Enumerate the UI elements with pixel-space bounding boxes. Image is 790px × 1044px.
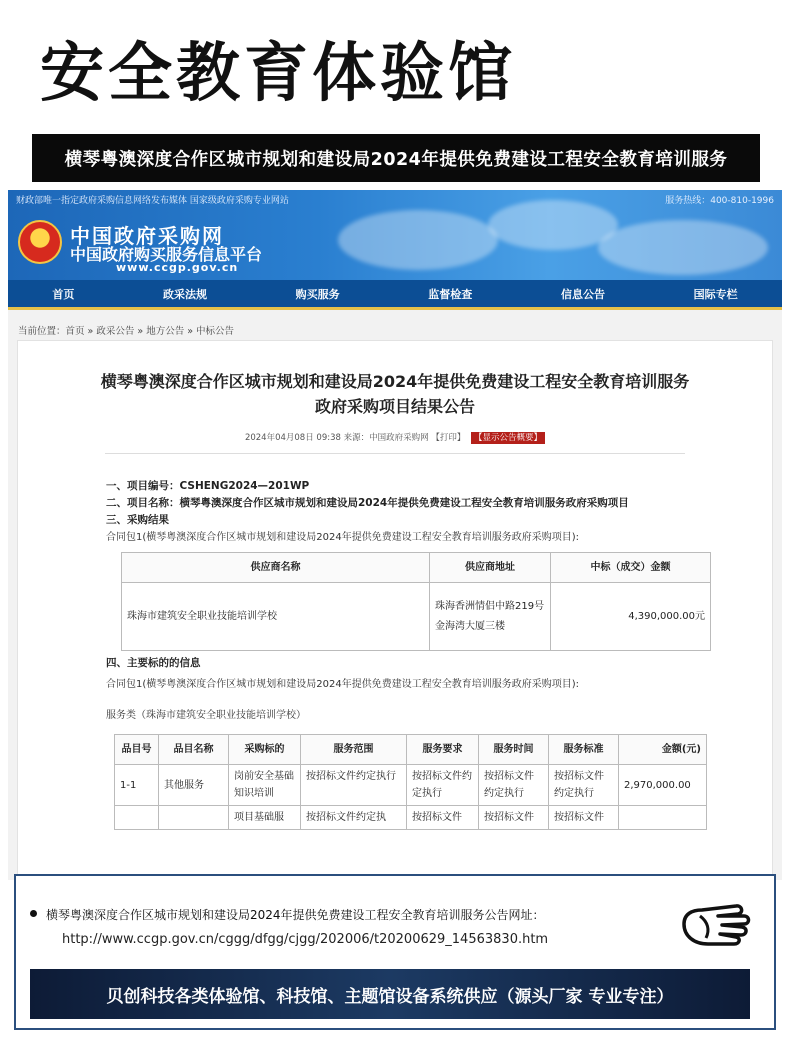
cell-requirement: 按招标文件 <box>407 806 479 830</box>
table-row <box>122 583 711 651</box>
announcement-article <box>17 340 773 880</box>
th-amount: 中标（成交）金额 <box>551 553 711 583</box>
th-supplier: 供应商名称 <box>122 553 430 583</box>
th-address: 供应商地址 <box>430 553 551 583</box>
meta-text: 2024年04月08日 09:38 来源：中国政府采购网 【打印】 <box>244 433 466 443</box>
cell-requirement: 按招标文件约定执行 <box>407 765 479 806</box>
site-header <box>8 190 782 280</box>
cell-target: 岗前安全基础知识培训 <box>229 765 301 806</box>
notice-box <box>14 874 776 1030</box>
cell-item-name: 其他服务 <box>159 765 229 806</box>
th-scope: 服务范围 <box>301 735 407 765</box>
nav-purchase-services[interactable]: 购买服务 <box>295 287 340 301</box>
th-time: 服务时间 <box>479 735 549 765</box>
show-summary-link[interactable]: 【显示公告概要】 <box>471 432 545 444</box>
cell-amount: 2,970,000.00 <box>619 765 707 806</box>
cell-item-no <box>115 806 159 830</box>
cell-address: 珠海香洲情侣中路219号金海湾大厦三楼 <box>430 583 551 651</box>
th-target: 采购标的 <box>229 735 301 765</box>
th-item-name: 品目名称 <box>159 735 229 765</box>
article-meta <box>18 431 772 443</box>
site-logo-sub: 中国政府购买服务信息平台 <box>70 245 263 264</box>
nav-announcements[interactable]: 信息公告 <box>560 287 605 301</box>
article-title-line1: 横琴粤澳深度合作区城市规划和建设局2024年提供免费建设工程安全教育培训服务 <box>100 372 690 391</box>
article-title <box>18 369 772 419</box>
nav-international[interactable]: 国际专栏 <box>693 287 738 301</box>
table-row <box>115 765 707 806</box>
th-standard: 服务标准 <box>549 735 619 765</box>
nav-supervision[interactable]: 监督检查 <box>428 287 473 301</box>
promo-banner: 贝创科技各类体验馆、科技馆、主题馆设备系统供应（源头厂家 专业专注） <box>30 969 750 1019</box>
project-number: 一、项目编号：CSHENG2024—201WP <box>106 480 310 492</box>
main-nav <box>8 280 782 310</box>
cell-standard: 按招标文件 <box>549 806 619 830</box>
procurement-result-heading: 三、采购结果 <box>106 514 169 526</box>
website-screenshot <box>8 190 782 880</box>
cell-scope: 按招标文件约定执行 <box>301 765 407 806</box>
th-requirement: 服务要求 <box>407 735 479 765</box>
contract-package-1: 合同包1(横琴粤澳深度合作区城市规划和建设局2024年提供免费建设工程安全教育培训服务政府采购项目): <box>106 532 579 543</box>
topline-text: 财政部唯一指定政府采购信息网络发布媒体 国家级政府采购专业网站 <box>16 196 289 206</box>
notice-url-link[interactable]: http://www.ccgp.gov.cn/cggg/dfgg/cjgg/202006/t20200629_14563830.htm <box>62 932 549 947</box>
national-emblem-icon <box>18 220 62 264</box>
cell-target: 项目基础服 <box>229 806 301 830</box>
cell-item-name <box>159 806 229 830</box>
nav-regulations[interactable]: 政采法规 <box>162 287 207 301</box>
contract-package-1b: 合同包1(横琴粤澳深度合作区城市规划和建设局2024年提供免费建设工程安全教育培训服务政府采购项目): <box>106 679 579 690</box>
service-type: 服务类（珠海市建筑安全职业技能培训学校） <box>106 710 306 721</box>
items-table <box>114 734 707 830</box>
notice-text: 横琴粤澳深度合作区城市规划和建设局2024年提供免费建设工程安全教育培训服务公告网址： <box>46 908 545 922</box>
cell-item-no: 1-1 <box>115 765 159 806</box>
article-body <box>18 454 772 830</box>
cell-amount <box>619 806 707 830</box>
site-logo[interactable]: 中国政府采购网 <box>70 224 224 248</box>
result-table <box>121 552 711 651</box>
cell-time: 按招标文件 <box>479 806 549 830</box>
article-title-line2: 政府采购项目结果公告 <box>314 397 475 416</box>
hotline: 服务热线：400-810-1996 <box>665 196 774 206</box>
cell-scope: 按招标文件约定执 <box>301 806 407 830</box>
th-amount: 金额(元) <box>619 735 707 765</box>
site-logo-url: www.ccgp.gov.cn <box>116 261 239 274</box>
breadcrumb: 当前位置：首页 » 政采公告 » 地方公告 » 中标公告 <box>18 326 235 337</box>
pointing-hand-icon <box>678 894 758 954</box>
main-items-heading: 四、主要标的的信息 <box>106 657 201 669</box>
cell-amount: 4,390,000.00元 <box>551 583 711 651</box>
nav-home[interactable]: 首页 <box>52 287 75 301</box>
title-banner: 横琴粤澳深度合作区城市规划和建设局2024年提供免费建设工程安全教育培训服务 <box>32 134 760 182</box>
cell-supplier: 珠海市建筑安全职业技能培训学校 <box>122 583 430 651</box>
th-item-no: 品目号 <box>115 735 159 765</box>
table-row <box>115 806 707 830</box>
project-name: 二、项目名称：横琴粤澳深度合作区城市规划和建设局2024年提供免费建设工程安全教育培训服务政府采购项目 <box>106 497 629 509</box>
cell-standard: 按招标文件约定执行 <box>549 765 619 806</box>
page-title: 安全教育体验馆 <box>40 37 516 111</box>
cell-time: 按招标文件约定执行 <box>479 765 549 806</box>
